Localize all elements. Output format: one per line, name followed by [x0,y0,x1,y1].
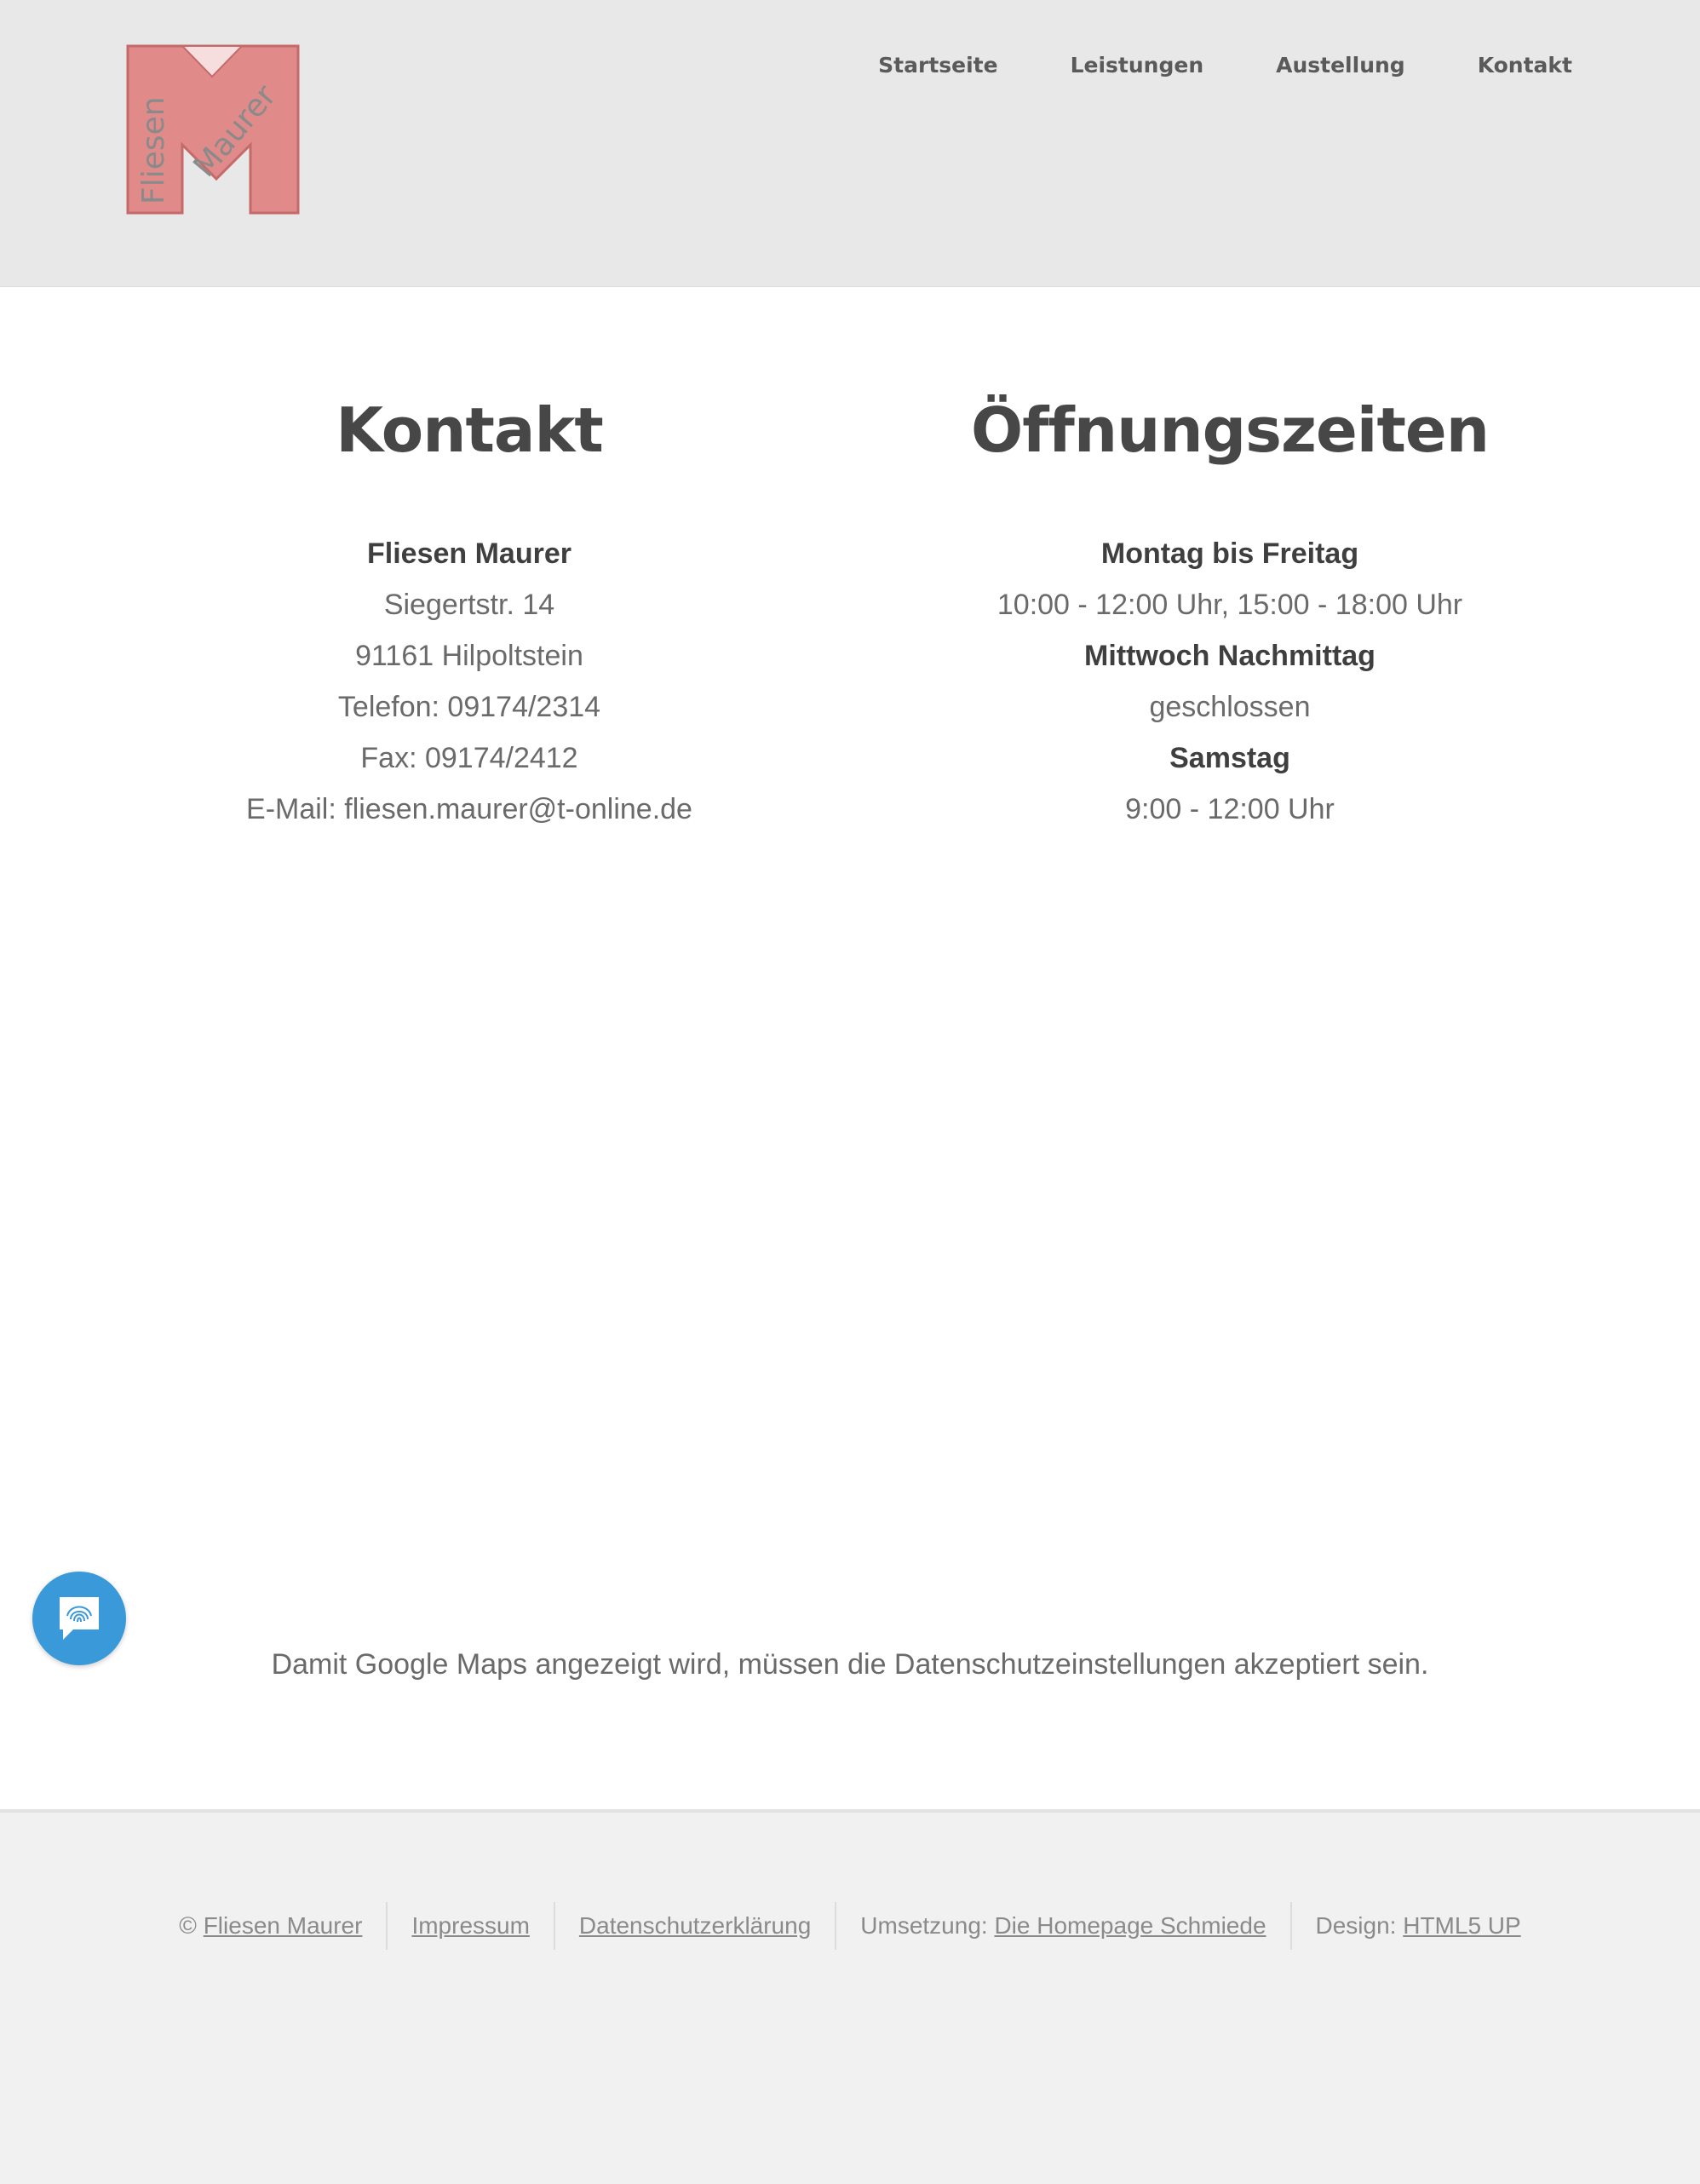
nav-startseite[interactable]: Startseite [878,53,998,78]
contact-section [163,392,776,835]
wednesday-hours: geschlossen [1149,691,1311,723]
logo-graphic [123,43,303,221]
hours-section [923,392,1536,835]
impressum-link[interactable]: Impressum [411,1912,530,1939]
weekdays-hours: 10:00 - 12:00 Uhr, 15:00 - 18:00 Uhr [996,589,1463,621]
umsetzung-link[interactable]: Die Homepage Schmiede [994,1912,1266,1939]
footer-umsetzung [835,1902,1289,1950]
design-link[interactable]: HTML5 UP [1403,1912,1521,1939]
saturday-label: Samstag [1169,742,1290,774]
main-nav [806,53,1572,78]
wednesday-label: Mittwoch Nachmittag [1084,640,1376,672]
fingerprint-icon [56,1594,102,1643]
footer-impressum [386,1902,553,1950]
nav-kontakt[interactable]: Kontakt [1477,53,1572,78]
design-prefix: Design: [1315,1912,1404,1939]
footer-links [0,1902,1700,1950]
site-logo[interactable] [123,43,303,221]
copyright-prefix: © [179,1912,204,1939]
footer-design [1290,1902,1545,1950]
nav-austellung[interactable]: Austellung [1276,53,1405,78]
fax-number: Fax: 09174/2412 [360,742,578,774]
logo-text-right: Maurer [187,78,284,184]
google-maps-notice: Damit Google Maps angezeigt wird, müssen die Datenschutzeinstellungen akzeptiert sein. [271,1648,1429,1681]
logo-text-left: Fliesen [136,96,171,204]
site-header [0,0,1700,287]
copyright-link[interactable]: Fliesen Maurer [203,1912,363,1939]
umsetzung-prefix: Umsetzung: [860,1912,995,1939]
company-name: Fliesen Maurer [367,537,571,570]
site-footer [0,1809,1700,2184]
email-address: E-Mail: fliesen.maurer@t-online.de [246,793,692,825]
saturday-hours: 9:00 - 12:00 Uhr [1125,793,1335,825]
hours-title: Öffnungszeiten [971,394,1489,466]
weekdays-label: Montag bis Freitag [1100,537,1359,570]
city-address: 91161 Hilpoltstein [355,640,583,672]
contact-title: Kontakt [336,394,603,466]
street-address: Siegertstr. 14 [383,589,555,621]
footer-datenschutz [554,1902,835,1950]
phone-number: Telefon: 09174/2314 [337,691,601,723]
footer-copyright [155,1902,386,1950]
datenschutz-link[interactable]: Datenschutzerklärung [578,1912,812,1939]
nav-leistungen[interactable]: Leistungen [1070,53,1204,78]
